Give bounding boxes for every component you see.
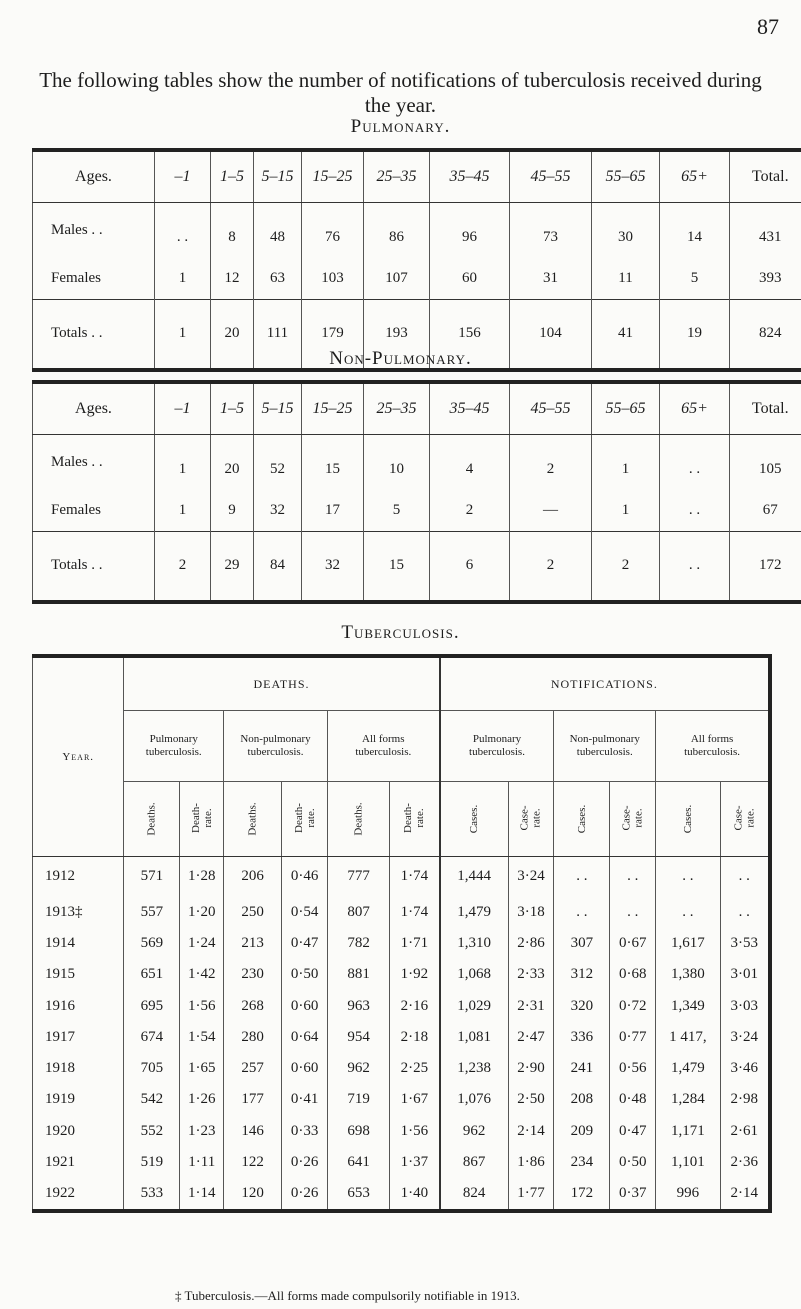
table-cell: 67 xyxy=(730,491,801,532)
sub-header xyxy=(508,782,554,857)
year-cell: 1913‡ xyxy=(45,903,83,920)
year-cell: 1914 xyxy=(45,934,75,951)
table-cell: 1·56 xyxy=(180,990,224,1021)
table-cell: . . xyxy=(554,897,610,928)
table-cell: 881 xyxy=(327,959,389,990)
table-cell: 698 xyxy=(327,1116,389,1147)
table-cell: 3·46 xyxy=(720,1053,770,1084)
table-cell: 0·48 xyxy=(610,1084,656,1115)
totals-cell: 104 xyxy=(510,299,592,370)
table-cell: 1,068 xyxy=(440,959,509,990)
year-cell: 1920 xyxy=(45,1122,75,1139)
table-cell: 146 xyxy=(224,1116,282,1147)
table-cell: 393 xyxy=(730,259,801,300)
tuberculosis-title: Tuberculosis. xyxy=(341,622,460,643)
table-row xyxy=(33,1022,771,1053)
table-cell: 20 xyxy=(211,435,254,491)
table-row xyxy=(33,1178,771,1211)
table-cell: 1 xyxy=(155,435,211,491)
column-header: Ages. xyxy=(33,382,155,435)
table-cell: . . xyxy=(660,435,730,491)
sub-header-label: Case- rate. xyxy=(620,805,645,831)
table-cell: 1,081 xyxy=(440,1022,509,1053)
totals-cell: 111 xyxy=(254,299,302,370)
column-header: 65+ xyxy=(660,150,730,203)
table-cell: 1·37 xyxy=(390,1147,440,1178)
table-cell: 0·60 xyxy=(282,1053,328,1084)
totals-cell: 6 xyxy=(430,531,510,602)
table-cell: 0·47 xyxy=(610,1116,656,1147)
table-cell: 1·56 xyxy=(390,1116,440,1147)
table-cell: 0·60 xyxy=(282,990,328,1021)
table-cell: 2·18 xyxy=(390,1022,440,1053)
table-cell: 1·14 xyxy=(180,1178,224,1211)
sub-header-label: Case- rate. xyxy=(732,805,757,831)
table-cell: 103 xyxy=(302,259,364,300)
sub-header-row xyxy=(33,782,771,857)
table-cell: 2 xyxy=(430,491,510,532)
table-cell: 206 xyxy=(224,857,282,897)
table-cell: 0·26 xyxy=(282,1147,328,1178)
table-row xyxy=(33,1116,771,1147)
header-row xyxy=(33,656,771,711)
non-pulmonary-title: Non-Pulmonary. xyxy=(329,348,472,369)
table-cell: 571 xyxy=(124,857,180,897)
column-header: –1 xyxy=(155,150,211,203)
table-cell: . . xyxy=(656,857,720,897)
column-header: 45–55 xyxy=(510,150,592,203)
table-cell: 1·24 xyxy=(180,928,224,959)
table-cell: 52 xyxy=(254,435,302,491)
table-cell: 2·25 xyxy=(390,1053,440,1084)
column-header: 25–35 xyxy=(364,382,430,435)
table-cell: 12 xyxy=(211,259,254,300)
table-cell: 1,284 xyxy=(656,1084,720,1115)
table-cell: 1,029 xyxy=(440,990,509,1021)
sub-header xyxy=(440,782,509,857)
group-header: Pulmonary tuberculosis. xyxy=(124,711,224,782)
table-cell: 14 xyxy=(660,203,730,259)
table-cell: 1·65 xyxy=(180,1053,224,1084)
table-cell: 533 xyxy=(124,1178,180,1211)
table-cell: 3·03 xyxy=(720,990,770,1021)
year-cell: 1917 xyxy=(45,1028,75,1045)
table-cell: 1·86 xyxy=(508,1147,554,1178)
pulmonary-table xyxy=(32,148,801,372)
table-cell: 4 xyxy=(430,435,510,491)
table-row xyxy=(33,1053,771,1084)
table-cell: 0·41 xyxy=(282,1084,328,1115)
table-cell: 519 xyxy=(124,1147,180,1178)
table-cell: 2·14 xyxy=(508,1116,554,1147)
totals-cell: 2 xyxy=(510,531,592,602)
column-header: 1–5 xyxy=(211,382,254,435)
table-cell: 268 xyxy=(224,990,282,1021)
table-cell: 1,076 xyxy=(440,1084,509,1115)
tuberculosis-table xyxy=(32,654,772,1213)
table-cell: 17 xyxy=(302,491,364,532)
table-cell: 1,171 xyxy=(656,1116,720,1147)
table-cell: 3·18 xyxy=(508,897,554,928)
sub-header-label: Deaths. xyxy=(352,802,365,836)
table-cell: 777 xyxy=(327,857,389,897)
year-cell: 1921 xyxy=(45,1154,75,1171)
table-row xyxy=(33,1147,771,1178)
table-cell: . . xyxy=(720,897,770,928)
group-header: All forms tuberculosis. xyxy=(327,711,439,782)
table-cell: 1·54 xyxy=(180,1022,224,1053)
table-cell: 0·68 xyxy=(610,959,656,990)
table-cell: 320 xyxy=(554,990,610,1021)
table-cell: 241 xyxy=(554,1053,610,1084)
table-cell: 1·71 xyxy=(390,928,440,959)
table-row xyxy=(33,203,801,259)
non-pulmonary-table xyxy=(32,380,801,604)
sub-header xyxy=(720,782,770,857)
totals-label: Totals . . xyxy=(33,531,155,602)
table-cell: 76 xyxy=(302,203,364,259)
table-cell: 1,101 xyxy=(656,1147,720,1178)
row-label: Females xyxy=(51,270,101,286)
table-cell: 312 xyxy=(554,959,610,990)
sub-header-label: Death- rate. xyxy=(189,803,214,833)
table-cell: 1·20 xyxy=(180,897,224,928)
table-cell: 569 xyxy=(124,928,180,959)
table-cell: 1·40 xyxy=(390,1178,440,1211)
table-cell: 60 xyxy=(430,259,510,300)
table-cell: 122 xyxy=(224,1147,282,1178)
table-cell: 1·28 xyxy=(180,857,224,897)
table-cell: 1,479 xyxy=(656,1053,720,1084)
column-header: 35–45 xyxy=(430,150,510,203)
column-header: 1–5 xyxy=(211,150,254,203)
footnote: ‡ Tuberculosis.—All forms made compulsorily notifiable in 1913. xyxy=(175,1288,520,1303)
column-header: 5–15 xyxy=(254,150,302,203)
column-header: 55–65 xyxy=(592,382,660,435)
header-row xyxy=(33,150,801,203)
table-cell: 234 xyxy=(554,1147,610,1178)
table-cell: 1·74 xyxy=(390,857,440,897)
totals-cell: 179 xyxy=(302,299,364,370)
table-cell: 8 xyxy=(211,203,254,259)
table-cell: 1·26 xyxy=(180,1084,224,1115)
table-cell: 120 xyxy=(224,1178,282,1211)
table-cell: 719 xyxy=(327,1084,389,1115)
header-row xyxy=(33,382,801,435)
table-cell: 2·16 xyxy=(390,990,440,1021)
table-cell: 63 xyxy=(254,259,302,300)
sub-header-label: Cases. xyxy=(468,804,481,834)
totals-label: Totals . . xyxy=(33,299,155,370)
table-row xyxy=(33,435,801,491)
table-cell: 280 xyxy=(224,1022,282,1053)
table-cell: 0·26 xyxy=(282,1178,328,1211)
table-row xyxy=(33,928,771,959)
table-cell: 2·86 xyxy=(508,928,554,959)
table-cell: 2·36 xyxy=(720,1147,770,1178)
column-header: 5–15 xyxy=(254,382,302,435)
table-cell: 954 xyxy=(327,1022,389,1053)
table-cell: . . xyxy=(610,857,656,897)
table-cell: 213 xyxy=(224,928,282,959)
table-cell: 15 xyxy=(302,435,364,491)
table-cell: 336 xyxy=(554,1022,610,1053)
page-number: 87 xyxy=(757,14,779,39)
table-cell: 542 xyxy=(124,1084,180,1115)
table-cell: 996 xyxy=(656,1178,720,1211)
table-cell: 1 xyxy=(155,259,211,300)
year-cell: 1918 xyxy=(45,1060,75,1077)
table-cell: 1 417, xyxy=(656,1022,720,1053)
table-cell: 2 xyxy=(510,435,592,491)
column-header: Total. xyxy=(730,382,801,435)
table-cell: 1·11 xyxy=(180,1147,224,1178)
table-cell: 96 xyxy=(430,203,510,259)
column-header: Total. xyxy=(730,150,801,203)
totals-cell: 15 xyxy=(364,531,430,602)
table-cell: — xyxy=(510,491,592,532)
group-header: All forms tuberculosis. xyxy=(656,711,770,782)
totals-cell: . . xyxy=(660,531,730,602)
table-cell: 2·33 xyxy=(508,959,554,990)
table-cell: 653 xyxy=(327,1178,389,1211)
year-cell: 1915 xyxy=(45,966,75,983)
table-cell: 209 xyxy=(554,1116,610,1147)
table-cell: 257 xyxy=(224,1053,282,1084)
year-cell: 1912 xyxy=(45,868,75,885)
column-header: 35–45 xyxy=(430,382,510,435)
column-header: 15–25 xyxy=(302,150,364,203)
table-cell: 2·14 xyxy=(720,1178,770,1211)
table-cell: 1 xyxy=(155,491,211,532)
table-cell: 5 xyxy=(364,491,430,532)
sub-header xyxy=(656,782,720,857)
sub-header-label: Case- rate. xyxy=(519,805,544,831)
table-cell: . . xyxy=(656,897,720,928)
table-cell: 2·47 xyxy=(508,1022,554,1053)
table-cell: . . xyxy=(660,491,730,532)
table-cell: 105 xyxy=(730,435,801,491)
table-cell: 963 xyxy=(327,990,389,1021)
totals-cell: 32 xyxy=(302,531,364,602)
year-header: Year. xyxy=(33,656,124,857)
totals-cell: 156 xyxy=(430,299,510,370)
table-cell: 1·92 xyxy=(390,959,440,990)
column-header: –1 xyxy=(155,382,211,435)
table-cell: 86 xyxy=(364,203,430,259)
notifications-header: NOTIFICATIONS. xyxy=(440,656,770,711)
sub-header-label: Deaths. xyxy=(145,802,158,836)
table-cell: 1,380 xyxy=(656,959,720,990)
table-cell: 641 xyxy=(327,1147,389,1178)
table-cell: 172 xyxy=(554,1178,610,1211)
sub-header xyxy=(282,782,328,857)
table-cell: 0·64 xyxy=(282,1022,328,1053)
table-row xyxy=(33,259,801,300)
totals-cell: 193 xyxy=(364,299,430,370)
table-cell: 1,310 xyxy=(440,928,509,959)
table-cell: 0·54 xyxy=(282,897,328,928)
sub-header-label: Cases. xyxy=(681,804,694,834)
sub-header-label: Death- rate. xyxy=(402,803,427,833)
table-cell: 1 xyxy=(592,491,660,532)
sub-header-label: Deaths. xyxy=(246,802,259,836)
table-cell: 0·33 xyxy=(282,1116,328,1147)
table-cell: 2·90 xyxy=(508,1053,554,1084)
table-cell: 208 xyxy=(554,1084,610,1115)
group-header-row xyxy=(33,711,771,782)
table-row xyxy=(33,1084,771,1115)
table-cell: 0·56 xyxy=(610,1053,656,1084)
totals-row xyxy=(33,531,801,602)
table-cell: 1·42 xyxy=(180,959,224,990)
table-cell: 0·50 xyxy=(610,1147,656,1178)
table-cell: . . xyxy=(155,203,211,259)
totals-cell: 19 xyxy=(660,299,730,370)
table-cell: 705 xyxy=(124,1053,180,1084)
table-cell: 3·24 xyxy=(508,857,554,897)
totals-cell: 2 xyxy=(155,531,211,602)
table-cell: 0·77 xyxy=(610,1022,656,1053)
sub-header xyxy=(224,782,282,857)
column-header: 55–65 xyxy=(592,150,660,203)
column-header: 45–55 xyxy=(510,382,592,435)
table-row xyxy=(33,857,771,897)
row-label: Females xyxy=(51,502,101,518)
table-cell: 782 xyxy=(327,928,389,959)
column-header: 25–35 xyxy=(364,150,430,203)
table-cell: 1·74 xyxy=(390,897,440,928)
totals-cell: 29 xyxy=(211,531,254,602)
totals-cell: 172 xyxy=(730,531,801,602)
intro-text: The following tables show the number of notifications of tuberculosis received during the year. xyxy=(39,68,762,117)
table-cell: 867 xyxy=(440,1147,509,1178)
sub-header-label: Cases. xyxy=(575,804,588,834)
table-cell: 250 xyxy=(224,897,282,928)
table-cell: 695 xyxy=(124,990,180,1021)
totals-cell: 41 xyxy=(592,299,660,370)
table-cell: 230 xyxy=(224,959,282,990)
deaths-header: DEATHS. xyxy=(124,656,440,711)
table-cell: 1·23 xyxy=(180,1116,224,1147)
year-cell: 1916 xyxy=(45,997,75,1014)
table-cell: 2·50 xyxy=(508,1084,554,1115)
table-cell: 1 xyxy=(592,435,660,491)
table-cell: 3·01 xyxy=(720,959,770,990)
table-cell: 0·47 xyxy=(282,928,328,959)
table-cell: . . xyxy=(610,897,656,928)
table-cell: 307 xyxy=(554,928,610,959)
table-row xyxy=(33,491,801,532)
sub-header xyxy=(124,782,180,857)
table-cell: 1,444 xyxy=(440,857,509,897)
table-cell: 1,479 xyxy=(440,897,509,928)
totals-cell: 84 xyxy=(254,531,302,602)
table-cell: 0·50 xyxy=(282,959,328,990)
table-cell: 9 xyxy=(211,491,254,532)
table-cell: 5 xyxy=(660,259,730,300)
table-cell: . . xyxy=(554,857,610,897)
table-cell: 32 xyxy=(254,491,302,532)
sub-header xyxy=(180,782,224,857)
table-cell: 0·37 xyxy=(610,1178,656,1211)
group-header: Pulmonary tuberculosis. xyxy=(440,711,554,782)
totals-cell: 1 xyxy=(155,299,211,370)
sub-header xyxy=(610,782,656,857)
table-cell: . . xyxy=(720,857,770,897)
table-cell: 3·53 xyxy=(720,928,770,959)
table-cell: 824 xyxy=(440,1178,509,1211)
table-cell: 557 xyxy=(124,897,180,928)
group-header: Non-pulmonary tuberculosis. xyxy=(224,711,328,782)
table-cell: 0·46 xyxy=(282,857,328,897)
table-cell: 431 xyxy=(730,203,801,259)
totals-cell: 20 xyxy=(211,299,254,370)
column-header: Ages. xyxy=(33,150,155,203)
sub-header xyxy=(390,782,440,857)
table-cell: 807 xyxy=(327,897,389,928)
table-cell: 962 xyxy=(440,1116,509,1147)
table-cell: 11 xyxy=(592,259,660,300)
pulmonary-title: Pulmonary. xyxy=(350,116,451,137)
table-cell: 1,617 xyxy=(656,928,720,959)
table-row xyxy=(33,990,771,1021)
table-cell: 30 xyxy=(592,203,660,259)
table-cell: 48 xyxy=(254,203,302,259)
column-header: 65+ xyxy=(660,382,730,435)
table-cell: 0·72 xyxy=(610,990,656,1021)
table-cell: 674 xyxy=(124,1022,180,1053)
sub-header-label: Death- rate. xyxy=(292,803,317,833)
group-header: Non-pulmonary tuberculosis. xyxy=(554,711,656,782)
totals-cell: 2 xyxy=(592,531,660,602)
table-cell: 1,349 xyxy=(656,990,720,1021)
year-cell: 1922 xyxy=(45,1185,75,1202)
table-cell: 651 xyxy=(124,959,180,990)
table-cell: 1,238 xyxy=(440,1053,509,1084)
column-header: 15–25 xyxy=(302,382,364,435)
table-cell: 107 xyxy=(364,259,430,300)
table-row xyxy=(33,959,771,990)
row-label: Males . . xyxy=(51,222,103,239)
table-cell: 10 xyxy=(364,435,430,491)
table-cell: 2·31 xyxy=(508,990,554,1021)
table-cell: 73 xyxy=(510,203,592,259)
table-cell: 1·67 xyxy=(390,1084,440,1115)
table-cell: 3·24 xyxy=(720,1022,770,1053)
table-cell: 0·67 xyxy=(610,928,656,959)
table-cell: 2·61 xyxy=(720,1116,770,1147)
table-cell: 552 xyxy=(124,1116,180,1147)
table-cell: 177 xyxy=(224,1084,282,1115)
table-row xyxy=(33,897,771,928)
sub-header xyxy=(554,782,610,857)
table-cell: 962 xyxy=(327,1053,389,1084)
year-cell: 1919 xyxy=(45,1091,75,1108)
totals-cell: 824 xyxy=(730,299,801,370)
sub-header xyxy=(327,782,389,857)
table-cell: 2·98 xyxy=(720,1084,770,1115)
table-cell: 1·77 xyxy=(508,1178,554,1211)
row-label: Males . . xyxy=(51,454,103,471)
table-cell: 31 xyxy=(510,259,592,300)
